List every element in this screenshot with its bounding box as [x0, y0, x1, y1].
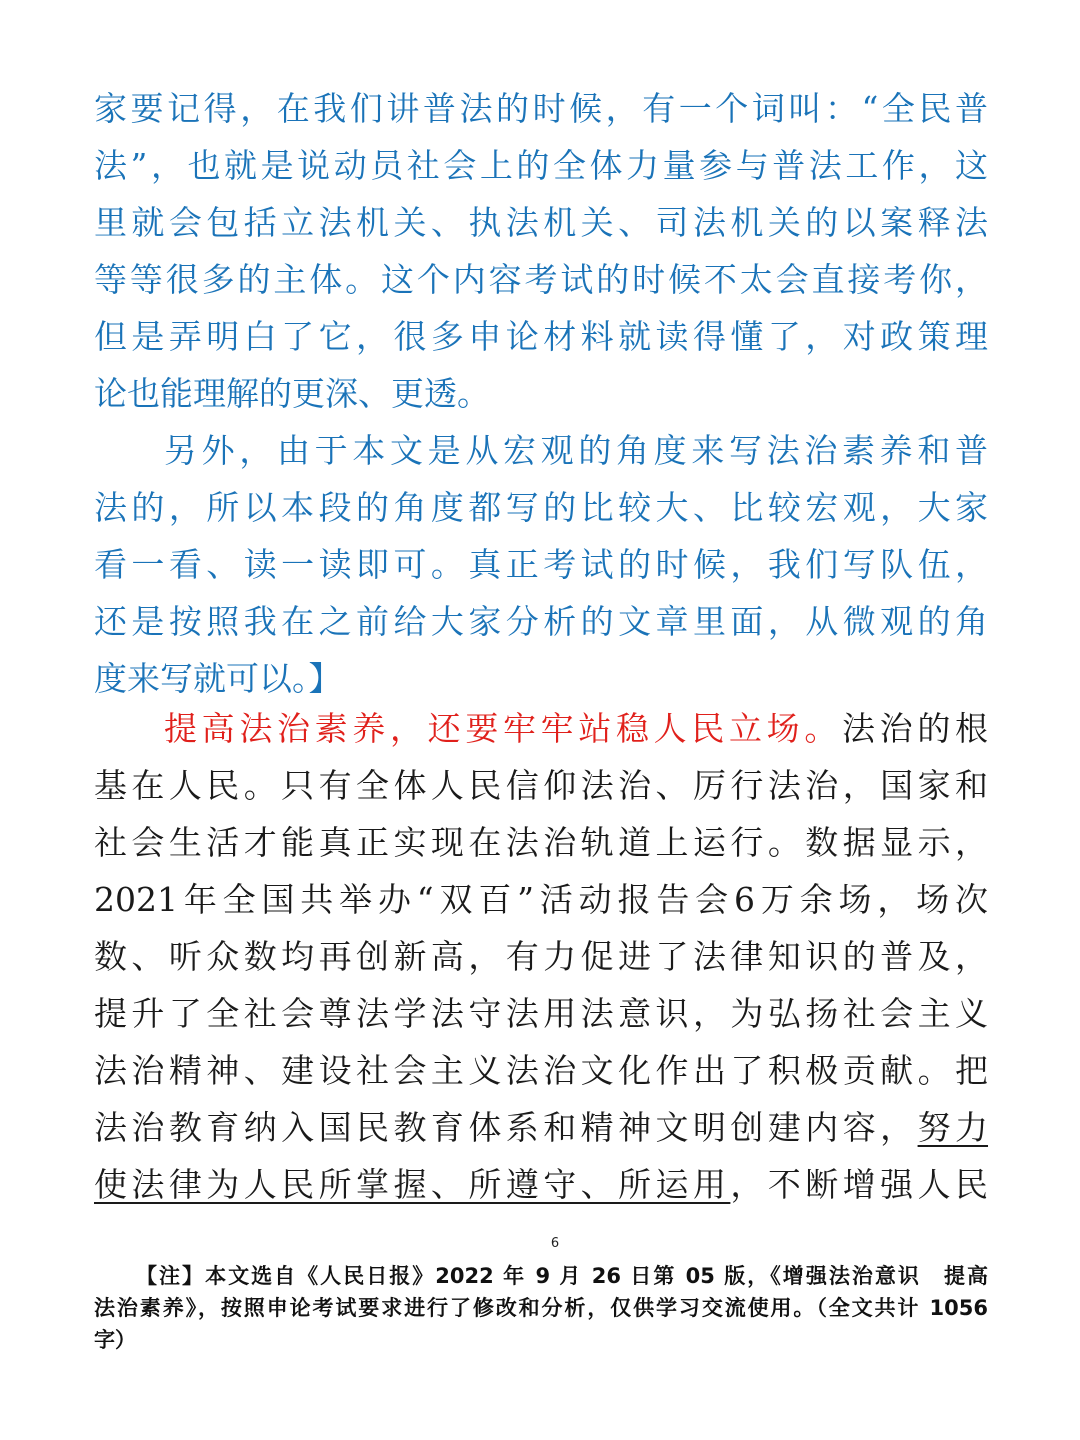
commentary-line: 看一看、读一读即可。真正考试的时候，我们写队伍，	[94, 545, 988, 584]
underlined-text: 使法律为人民所掌握、所遵守、所运用	[94, 1165, 731, 1204]
commentary-line: 法”，也就是说动员社会上的全体力量参与普法工作，这	[94, 146, 988, 185]
body-text-segment: 法治的根	[842, 709, 989, 748]
body-text-segment: 法治教育纳入国民教育体系和精神文明创建内容，	[94, 1108, 918, 1147]
footnote-line: 法治素养》，按照申论考试要求进行了修改和分析，仅供学习交流使用。（全文共计 1056	[94, 1296, 988, 1320]
commentary-line: 法的，所以本段的角度都写的比较大、比较宏观，大家	[94, 488, 988, 527]
body-line: 数、听众数均再创新高，有力促进了法律知识的普及，	[94, 937, 988, 976]
commentary-line: 度来写就可以。】	[94, 659, 342, 698]
underlined-text: 努力	[917, 1108, 989, 1147]
body-line	[94, 700, 988, 757]
footnote	[94, 1260, 988, 1356]
commentary-line: 里就会包括立法机关、执法机关、司法机关的以案释法	[94, 203, 988, 242]
body-text-segment: ，不断增强人民	[730, 1165, 989, 1204]
body-line	[94, 1156, 988, 1213]
body-line: 社会生活才能真正实现在法治轨道上运行。数据显示，	[94, 823, 988, 862]
body-line	[94, 1099, 988, 1156]
body-line: 法治精神、建设社会主义法治文化作出了积极贡献。把	[94, 1051, 988, 1090]
commentary-line: 等等很多的主体。这个内容考试的时候不太会直接考你，	[94, 260, 988, 299]
body-paragraph	[94, 700, 988, 1213]
commentary-line: 但是弄明白了它，很多申论材料就读得懂了，对政策理	[94, 317, 988, 356]
footnote-line: 【注】本文选自《人民日报》2022 年 9 月 26 日第 05 版，《增强法治意识 提高	[136, 1264, 988, 1288]
body-line: 提升了全社会尊法学法守法用法意识，为弘扬社会主义	[94, 994, 988, 1033]
commentary-line: 还是按照我在之前给大家分析的文章里面，从微观的角	[94, 602, 988, 641]
commentary-line: 家要记得，在我们讲普法的时候，有一个词叫：“全民普	[94, 89, 988, 128]
footnote-line: 字）	[94, 1328, 136, 1352]
commentary-line: 论也能理解的更深、更透。	[94, 374, 490, 413]
page-number: 6	[550, 1236, 560, 1251]
highlighted-heading: 提高法治素养，还要牢牢站稳人民立场。	[164, 709, 842, 748]
body-line: 基在人民。只有全体人民信仰法治、厉行法治，国家和	[94, 766, 988, 805]
commentary-block	[94, 80, 988, 707]
commentary-line: 另外，由于本文是从宏观的角度来写法治素养和普	[164, 431, 988, 470]
body-line: 2021年全国共举办“双百”活动报告会6万余场，场次	[94, 880, 988, 919]
